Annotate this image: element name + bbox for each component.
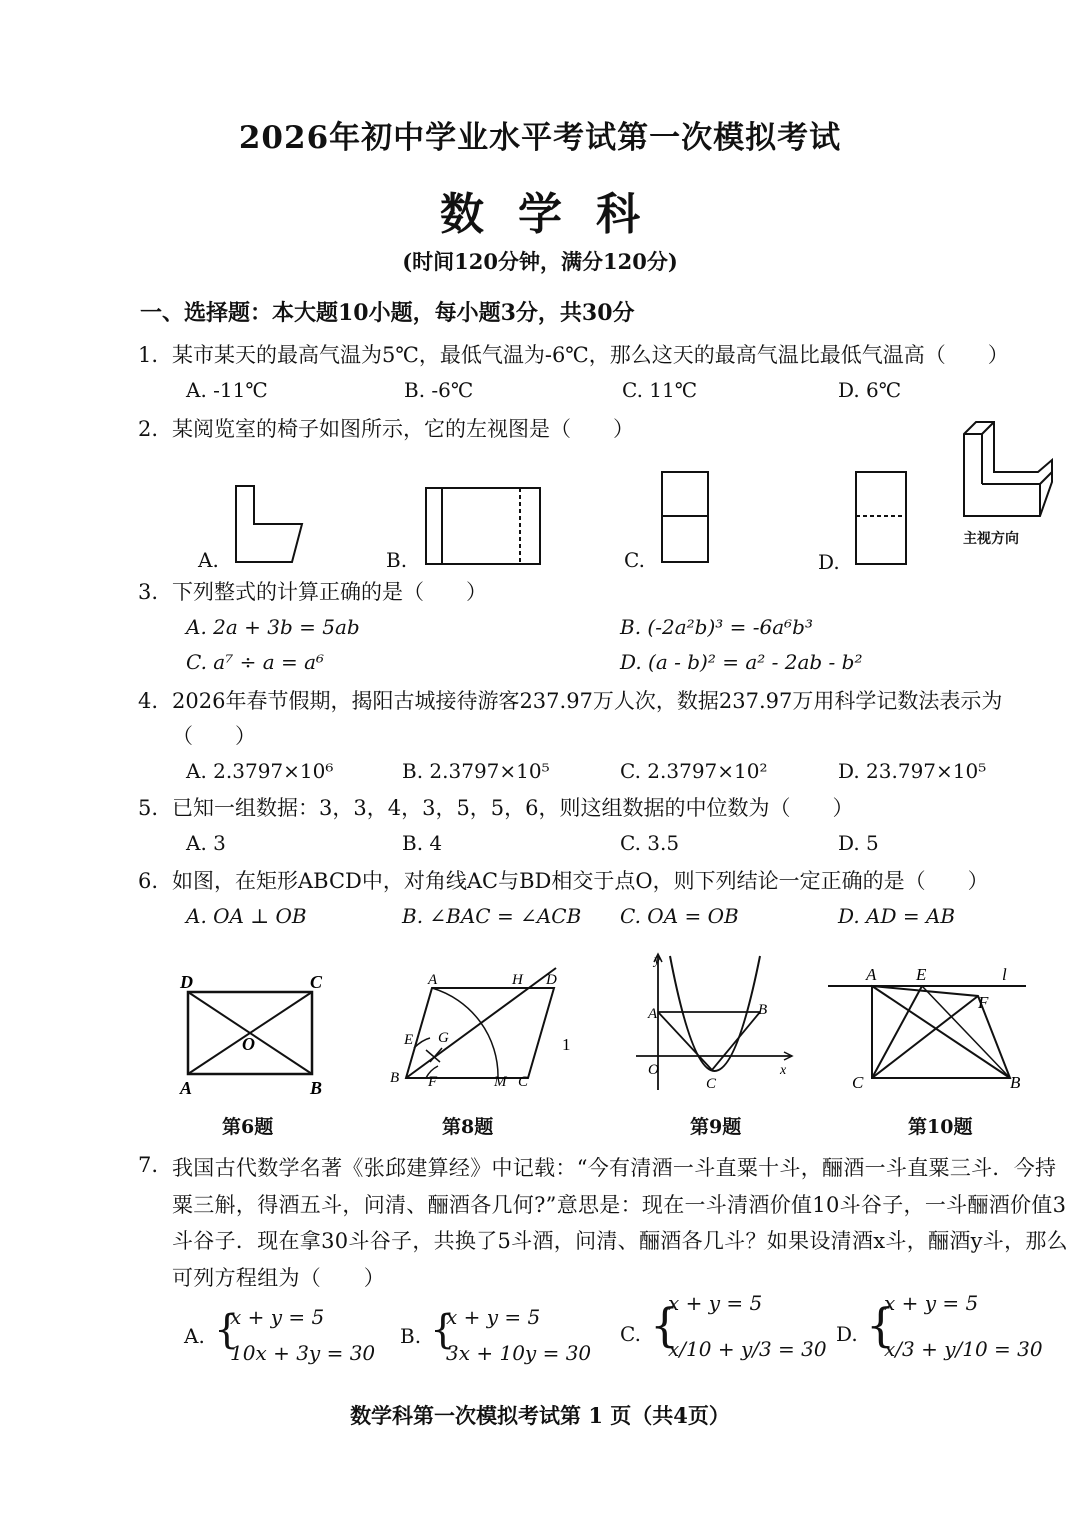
time-note: (时间120分钟，满分120分) [402, 249, 678, 274]
fig6-label-a: A [180, 1078, 193, 1098]
exam-title: 2026年初中学业水平考试第一次模拟考试 [238, 120, 842, 156]
fig10-label-c: C [852, 1073, 864, 1092]
fig8-label-h: H [512, 972, 523, 988]
fig9-label-c: C [706, 1076, 717, 1092]
fig8-label-b: B [390, 1070, 400, 1086]
q2-figure-d [854, 470, 910, 568]
q3-option-a: A. 2a + 3b = 5ab [186, 615, 360, 639]
question-5-stem: 已知一组数据：3，3，4，3，5，5，6，则这组数据的中位数为（ ） [172, 796, 854, 820]
subject-title: 数学科 [440, 189, 674, 240]
q2-figure-c [660, 470, 712, 566]
section-heading: 一、选择题：本大题10小题，每小题3分，共30分 [140, 300, 635, 326]
question-4-stem: 2026年春节假期，揭阳古城接待游客237.97万人次，数据237.97万用科学记数法表示为 [172, 689, 1003, 713]
question-3-number: 3. [138, 580, 159, 604]
fig10-label-b: B [1010, 1073, 1021, 1092]
figure-9-parabola [636, 950, 806, 1100]
figure-10-caption: 第10题 [908, 1116, 973, 1138]
q6-option-c: C. OA = OB [620, 904, 739, 928]
q7-d-brace: { [866, 1298, 896, 1352]
q7-b-brace: { [430, 1307, 456, 1353]
q4-option-c: C. 2.3797×10² [620, 759, 768, 783]
fig8-label-a: A [428, 972, 438, 988]
fig8-label-m: M [494, 1074, 507, 1090]
q2-figure-a [230, 484, 310, 566]
fig10-label-e: E [916, 965, 927, 984]
chair-figure [954, 420, 1058, 524]
q7-a-eq1: x + y = 5 [230, 1305, 325, 1329]
q7-c-eq2: x/10 + y/3 = 30 [668, 1337, 827, 1361]
fig6-label-b: B [310, 1078, 323, 1098]
q1-option-c: C. 11℃ [622, 378, 698, 402]
fig9-label-o: O [648, 1062, 659, 1078]
q6-option-a: A. OA ⊥ OB [186, 904, 307, 928]
q7-b-eq2: 3x + 10y = 30 [446, 1341, 592, 1365]
q3-option-d: D. (a - b)² = a² - 2ab - b² [620, 650, 863, 674]
question-7-stem: 我国古代数学名著《张邱建算经》中记载：“今有清酒一斗直粟十斗，酾酒一斗直粟三斗．今持粟三斛，得酒五斗，问清、酾酒各几何?”意思是：现在一斗清酒价值10斗谷子，一斗酾酒价值3斗谷子．现在拿30斗谷子，共换了5斗酒，问清、酾酒各几斗？如果设清酒x斗，酾酒y斗，那么可列方程组为（ ） [172, 1156, 1068, 1290]
q4-option-d: D. 23.797×10⁵ [838, 759, 987, 783]
fig9-label-b: B [758, 1002, 768, 1018]
q7-d-eq2: x/3 + y/10 = 30 [884, 1337, 1043, 1361]
q4-option-b: B. 2.3797×10⁵ [402, 759, 550, 783]
q2-figure-b [424, 486, 544, 568]
q6-option-b: B. ∠BAC = ∠ACB [402, 904, 582, 928]
question-2-stem: 某阅览室的椅子如图所示，它的左视图是（ ） [172, 417, 634, 441]
fig8-label-g: G [438, 1030, 449, 1046]
fig9-label-y: y [654, 953, 661, 968]
question-2-number: 2. [138, 417, 159, 441]
q5-option-b: B. 4 [402, 831, 443, 855]
question-3-stem: 下列整式的计算正确的是（ ） [172, 580, 487, 604]
q3-option-c: C. a⁷ ÷ a = a⁶ [186, 650, 325, 674]
fig8-label-d: D [546, 972, 557, 988]
q5-option-c: C. 3.5 [620, 831, 680, 855]
fig10-label-f: F [978, 993, 989, 1012]
question-7-number: 7. [138, 1153, 159, 1177]
question-6-stem: 如图，在矩形ABCD中，对角线AC与BD相交于点O，则下列结论一定正确的是（ ） [172, 869, 989, 893]
q4-option-a: A. 2.3797×10⁶ [186, 759, 334, 783]
view-direction-label: 主视方向 [963, 531, 1019, 547]
q2-option-c: C. [624, 548, 645, 572]
q7-option-a: A. [184, 1324, 205, 1348]
fig9-label-a: A [648, 1006, 658, 1022]
q5-option-a: A. 3 [186, 831, 226, 855]
q7-a-brace: { [214, 1307, 240, 1353]
question-1-number: 1. [138, 343, 159, 367]
fig10-label-l: l [1002, 965, 1007, 984]
q5-option-d: D. 5 [838, 831, 879, 855]
q3-option-b: B. (-2a²b)³ = -6a⁶b³ [620, 615, 813, 639]
question-1-stem: 某市某天的最高气温为5℃，最低气温为-6℃，那么这天的最高气温比最低气温高（ ） [172, 343, 1009, 367]
q7-option-c: C. [620, 1322, 641, 1346]
fig9-label-x: x [780, 1063, 787, 1078]
q7-c-eq1: x + y = 5 [668, 1291, 763, 1315]
question-4-stem-continued: （ ） [172, 724, 256, 748]
q7-a-eq2: 10x + 3y = 30 [230, 1341, 376, 1365]
q1-option-d: D. 6℃ [838, 378, 902, 402]
fig6-label-c: C [310, 972, 323, 992]
figure-6-caption: 第6题 [222, 1116, 274, 1138]
figure-8-parallelogram [386, 966, 586, 1096]
fig8-label-1: 1 [562, 1035, 571, 1054]
fig10-label-a: A [866, 965, 877, 984]
figure-8-caption: 第8题 [442, 1116, 494, 1138]
question-6-number: 6. [138, 869, 159, 893]
q2-option-d: D. [818, 550, 840, 574]
q1-option-a: A. -11℃ [186, 378, 268, 402]
q7-b-eq1: x + y = 5 [446, 1305, 541, 1329]
fig6-label-d: D [180, 972, 193, 992]
fig8-label-f: F [428, 1074, 438, 1090]
figure-9-caption: 第9题 [690, 1116, 742, 1138]
q7-option-b: B. [400, 1324, 422, 1348]
q1-option-b: B. -6℃ [404, 378, 474, 402]
q2-option-b: B. [386, 548, 408, 572]
fig8-label-c: C [518, 1074, 529, 1090]
q7-d-eq1: x + y = 5 [884, 1291, 979, 1315]
fig6-label-o: O [242, 1034, 255, 1054]
figure-10-trapezoid [826, 962, 1036, 1094]
q7-c-brace: { [650, 1298, 680, 1352]
question-4-number: 4. [138, 689, 159, 713]
q7-option-d: D. [836, 1322, 858, 1346]
question-5-number: 5. [138, 796, 159, 820]
q6-option-d: D. AD = AB [838, 904, 956, 928]
page-footer: 数学科第一次模拟考试第 1 页（共4页） [350, 1403, 730, 1428]
q2-option-a: A. [198, 548, 219, 572]
figure-6-rectangle [178, 970, 328, 1100]
fig8-label-e: E [404, 1032, 414, 1048]
